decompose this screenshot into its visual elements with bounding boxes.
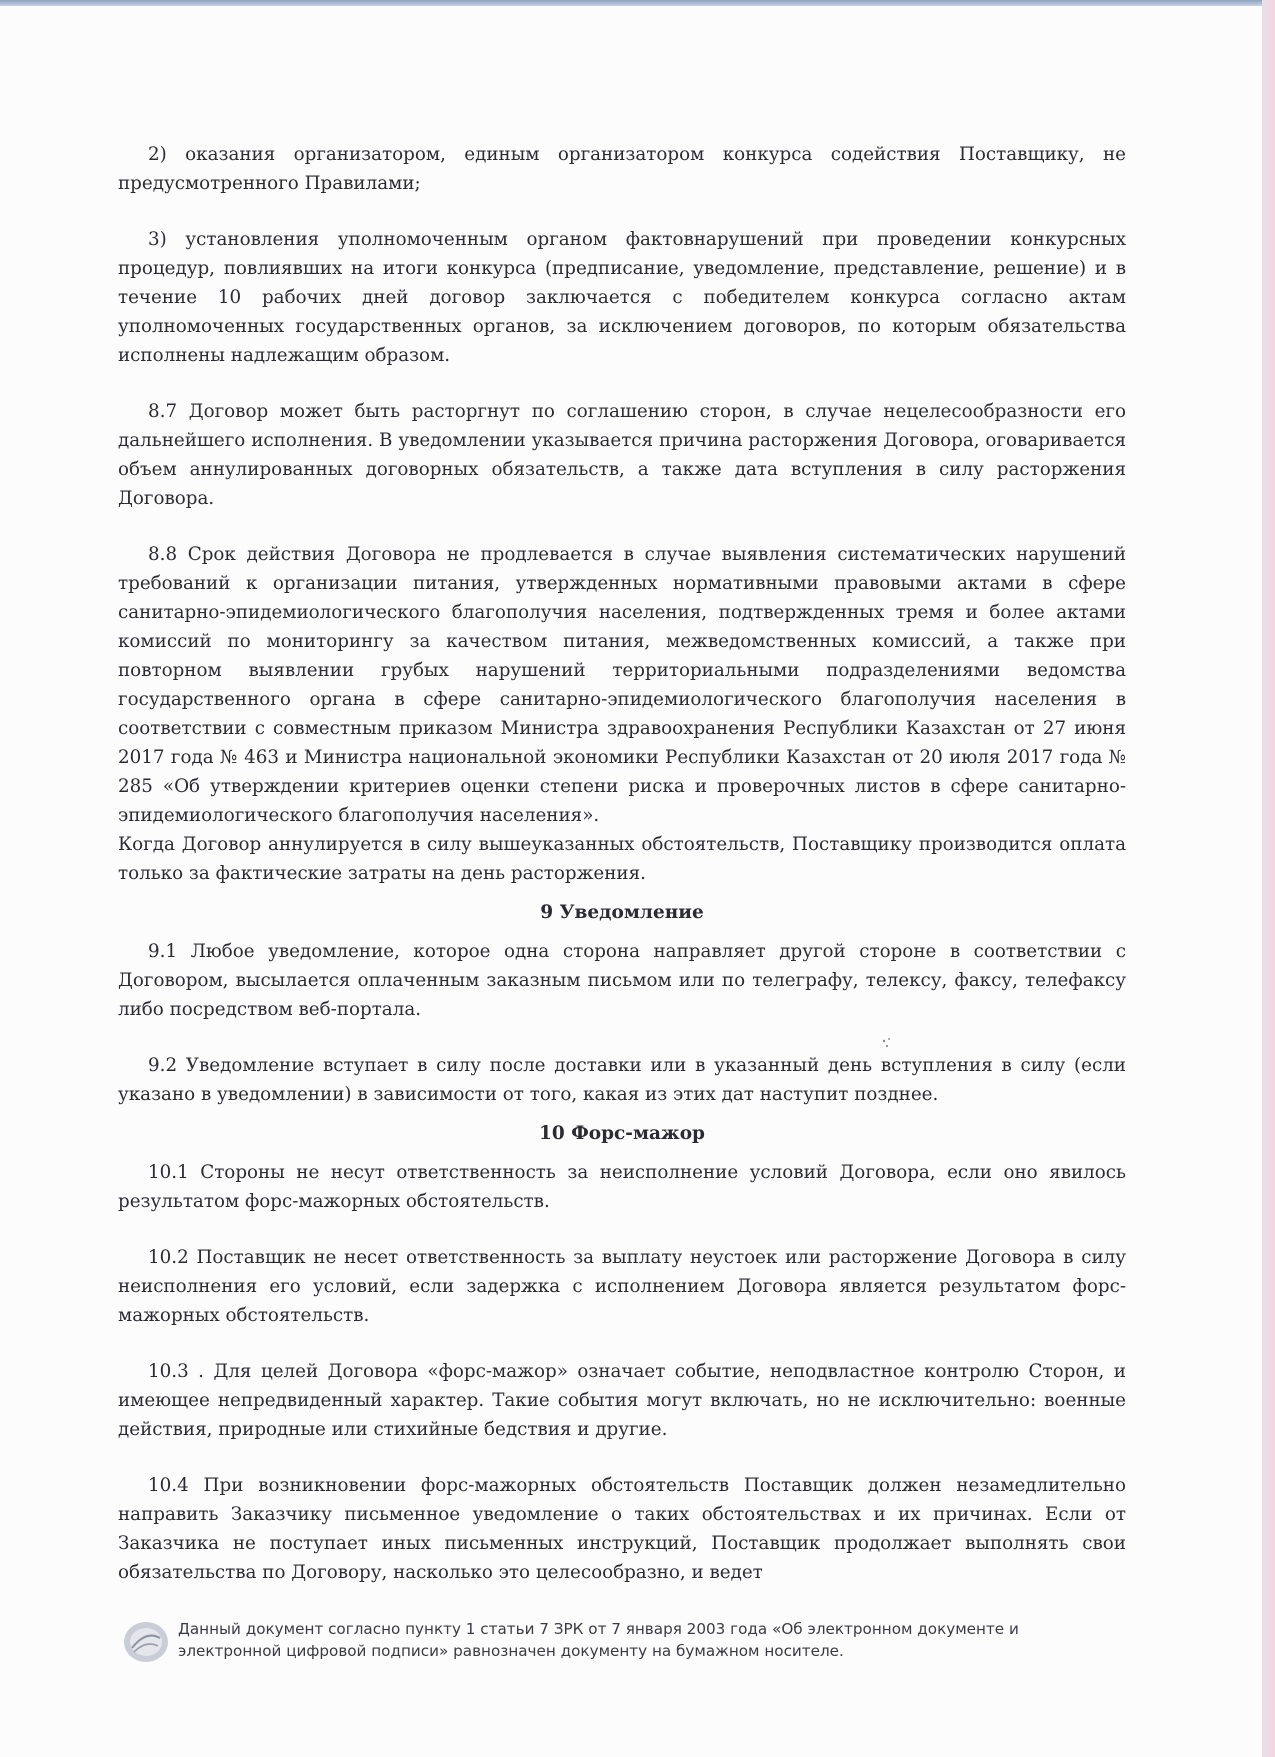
paragraph-8-6-2: 2) оказания организатором, единым организатором конкурса содействия Поставщику, не предусмотренного Правилами; [118, 144, 1126, 194]
paragraph-8-8-payment: Когда Договор аннулируется в силу вышеуказанных обстоятельств, Поставщику производится оплата только за фактические затраты на день расторжения. [118, 834, 1126, 884]
paragraph-10-2: 10.2 Поставщик не несет ответственность за выплату неустоек или расторжение Договора в силу неисполнения его условий, если задержка с исполнением Договора является результатом форс-мажорных обстоятельств. [118, 1247, 1126, 1326]
paragraph-8-6-3: 3) установления уполномоченным органом фактовнарушений при проведении конкурсных процедур, повлиявших на итоги конкурса (предписание, уведомление, представление, решение) и в течение 10 рабочих дней договор заключается с победителем конкурса согласно актам уполномоченных государственных органов, за исключением договоров, по которым обязательства исполнены надлежащим образом. [118, 229, 1126, 366]
paragraph-8-8: 8.8 Срок действия Договора не продлевается в случае выявления систематических нарушений требований к организации питания, утвержденных нормативными правовыми актами в сфере санитарно-эпидемиологического благополучия населения, подтвержденных тремя и более актами комиссий по мониторингу за качеством питания, межведомственных комиссий, а также при повторном выявлении грубых нарушений территориальными подразделениями ведомства государственного органа в сфере санитарно-эпидемиологического благополучия населения в соответствии с совместным приказом Министра здравоохранения Республики Казахстан от 27 июня 2017 года № 463 и Министра национальной экономики Республики Казахстан от 20 июля 2017 года № 285 «Об утверждении критериев оценки степени риска и проверочных листов в сфере санитарно-эпидемиологического благополучия населения». [118, 544, 1126, 826]
seal-icon [122, 1620, 170, 1664]
paragraph-10-4: 10.4 При возникновении форс-мажорных обстоятельств Поставщик должен незамедлительно направить Заказчику письменное уведомление о таких обстоятельствах и их причинах. Если от Заказчика не поступает иных письменных инструкций, Поставщик продолжает выполнять свои обязательства по Договору, насколько это целесообразно, и ведет [118, 1475, 1126, 1583]
scan-speck-icon [880, 1035, 894, 1051]
scan-top-edge [0, 0, 1275, 6]
paragraph-9-2: 9.2 Уведомление вступает в силу после доставки или в указанный день вступления в силу (если указано в уведомлении) в зависимости от того, какая из этих дат наступит позднее. [118, 1055, 1126, 1105]
scan-right-edge [1262, 0, 1275, 1757]
paragraph-10-3: 10.3 . Для целей Договора «форс-мажор» означает событие, неподвластное контролю Сторон, и имеющее непредвиденный характер. Такие события могут включать, но не исключительно: военные действия, природные или стихийные бедствия и другие. [118, 1361, 1126, 1440]
paragraph-9-1: 9.1 Любое уведомление, которое одна сторона направляет другой стороне в соответствии с Договором, высылается оплаченным заказным письмом или по телеграфу, телексу, факсу, телефаксу либо посредством веб-портала. [118, 941, 1126, 1020]
e-signature-footer [122, 1618, 1122, 1664]
section-heading-force-majeure: 10 Форс-мажор [539, 1123, 705, 1144]
section-heading-notice: 9 Уведомление [540, 902, 704, 923]
footer-note: Данный документ согласно пункту 1 статьи 7 ЗРК от 7 января 2003 года «Об электронном документе и электронной цифровой подписи» равнозначен документу на бумажном носителе. [178, 1620, 1019, 1660]
paragraph-8-7: 8.7 Договор может быть расторгнут по соглашению сторон, в случае нецелесообразности его дальнейшего исполнения. В уведомлении указывается причина расторжения Договора, оговаривается объем аннулированных договорных обязательств, а также дата вступления в силу расторжения Договора. [118, 401, 1126, 509]
paragraph-10-1: 10.1 Стороны не несут ответственность за неисполнение условий Договора, если оно явилось результатом форс-мажорных обстоятельств. [118, 1162, 1126, 1212]
document-body [118, 140, 1126, 1587]
